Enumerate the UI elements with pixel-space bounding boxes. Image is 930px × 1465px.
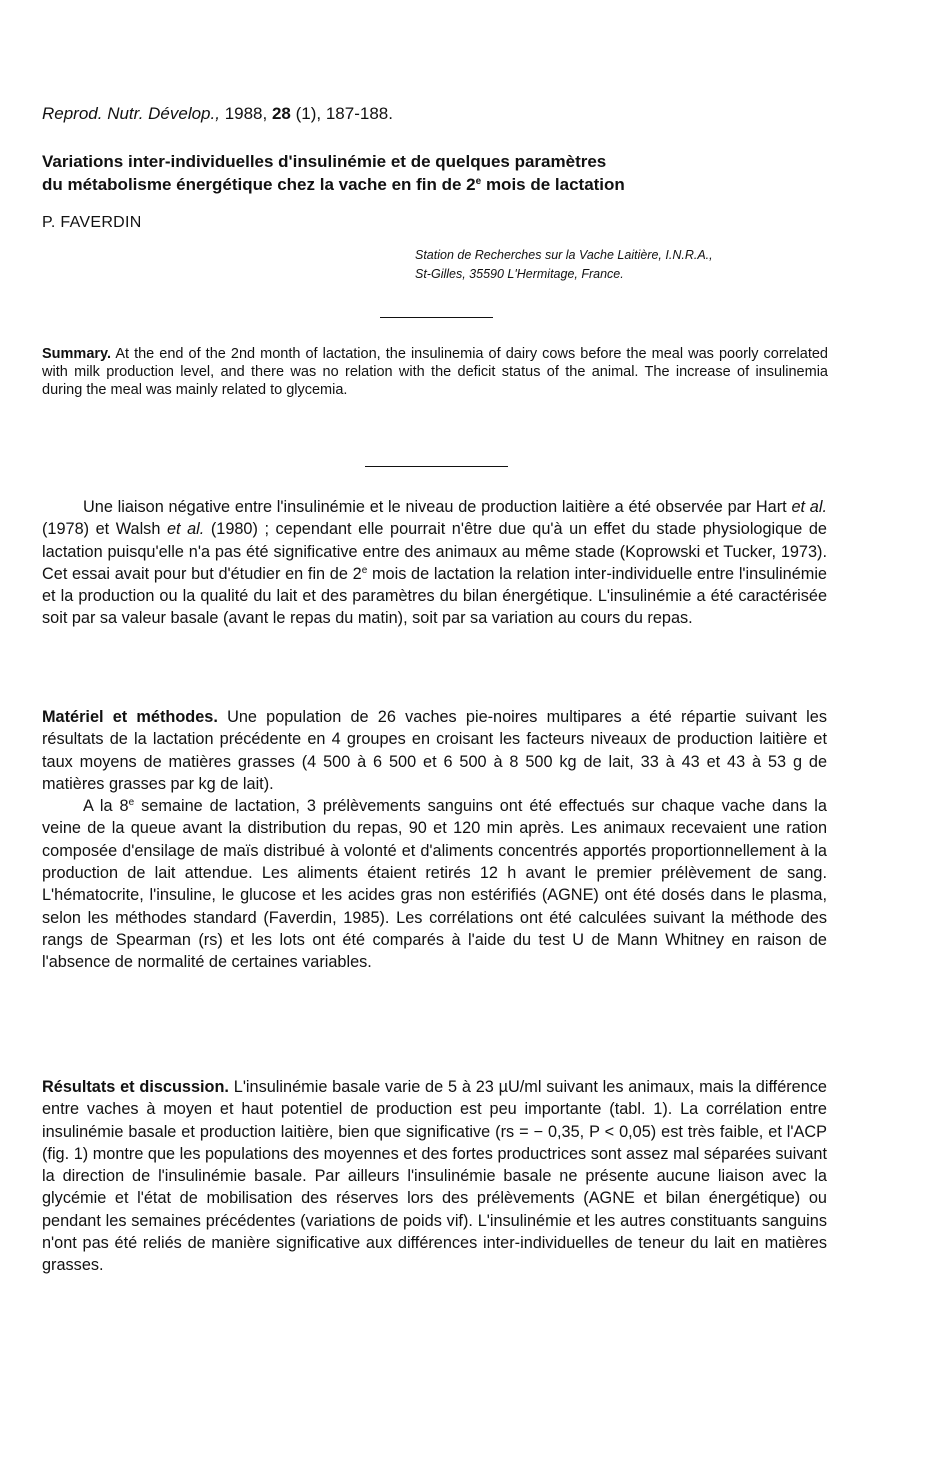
intro-paragraph: Une liaison négative entre l'insulinémie et le niveau de production laitière a été observée par Hart et al. (1978) et Walsh et al. (1980) ; cependant elle pourrait n'être due qu'à un effet du stade physiologique de lactation puisqu'elle n'a pas été significative entre des animaux au même stade (Koprowski et Tucker, 1973). Cet essai avait pour but d'étudier en fin de 2e mois de lactation la relation inter-individuelle entre l'insulinémie et la production ou la qualité du lait et des paramètres du bilan énergétique. L'insulinémie a été caractérisée soit par sa valeur basale (avant le repas du matin), soit par sa variation au cours du repas. bbox=[42, 498, 827, 628]
results-heading: Résultats et discussion. bbox=[42, 1078, 229, 1096]
summary-text: At the end of the 2nd month of lactation, the insulinemia of dairy cows before the meal was poorly correlated with milk production level, and there was no relation with the deficit status of the animal. The increase of insulinemia during the meal was mainly related to glycemia. bbox=[42, 346, 828, 398]
summary bbox=[42, 345, 828, 399]
title-line-1: Variations inter-individuelles d'insulinémie et de quelques paramètres bbox=[42, 152, 607, 171]
affiliation bbox=[415, 246, 713, 284]
methods-paragraph-1: Matériel et méthodes. Une population de 26 vaches pie-noires multipares a été répartie suivant les résultats de la lactation précédente en 4 groupes en croisant les facteurs niveaux de production laitière et taux moyens de matières grasses (4 500 à 6 500 et 6 500 à 8 500 kg de lait, 33 à 43 et 43 à 53 g de matières grasses par kg de lait). bbox=[42, 708, 827, 793]
divider-top bbox=[380, 317, 493, 318]
methods-paragraph-2: A la 8e semaine de lactation, 3 prélèvements sanguins ont été effectués sur chaque vache dans la veine de la queue avant la distribution du repas, 90 et 120 min après. Les animaux recevaient une ration composée d'ensilage de maïs distribué à volonté et d'aliments concentrés apportés proportionnellement à la production de lait attendue. Les aliments étaient retirés 12 h avant le premier prélèvement de sang. L'hématocrite, l'insuline, le glucose et les acides gras non estérifiés (AGNE) ont été dosés dans le plasma, selon les méthodes standard (Faverdin, 1985). Les corrélations ont été calculées suivant la méthode des rangs de Spearman (rs) et les lots ont été comparés à l'aide du test U de Mann Whitney en raison de l'absence de normalité de certaines variables. bbox=[42, 797, 827, 972]
methods-heading: Matériel et méthodes. bbox=[42, 708, 218, 726]
issue-pages: (1), 187-188. bbox=[295, 104, 393, 123]
journal-name: Reprod. Nutr. Dévelop., bbox=[42, 104, 220, 123]
methods-section bbox=[42, 706, 827, 974]
divider-bottom bbox=[365, 466, 508, 467]
affiliation-line-2: St-Gilles, 35590 L'Hermitage, France. bbox=[415, 267, 624, 281]
article-title bbox=[42, 150, 902, 196]
title-line-2: du métabolisme énergétique chez la vache en fin de 2e mois de lactation bbox=[42, 175, 625, 194]
year: 1988, bbox=[224, 104, 268, 123]
intro-section bbox=[42, 496, 827, 630]
summary-heading: Summary. bbox=[42, 346, 112, 362]
results-section bbox=[42, 1076, 827, 1277]
affiliation-line-1: Station de Recherches sur la Vache Laitière, I.N.R.A., bbox=[415, 248, 713, 262]
results-paragraph: Résultats et discussion. L'insulinémie basale varie de 5 à 23 µU/ml suivant les animaux, mais la différence entre vaches à moyen et haut potentiel de production est peu importante (tabl. 1). La corrélation entre insulinémie basale et production laitière, bien que significative (rs = − 0,35, P < 0,05) est très faible, et l'ACP (fig. 1) montre que les populations des moyennes et des fortes productrices sont assez mal séparées suivant la direction de l'insulinémie basale. Par ailleurs l'insulinémie basale ne présente aucune liaison avec la glycémie et l'état de mobilisation des réserves lors des prélèvements (AGNE et bilan énergétique) ou pendant les semaines précédentes (variations de poids vif). L'insulinémie et les autres constituants sanguins n'ont pas été reliés de manière significative aux différences inter-individuelles de teneur du lait en matières grasses. bbox=[42, 1078, 827, 1275]
author: P. FAVERDIN bbox=[42, 214, 142, 231]
volume: 28 bbox=[271, 104, 291, 123]
citation bbox=[42, 104, 393, 124]
